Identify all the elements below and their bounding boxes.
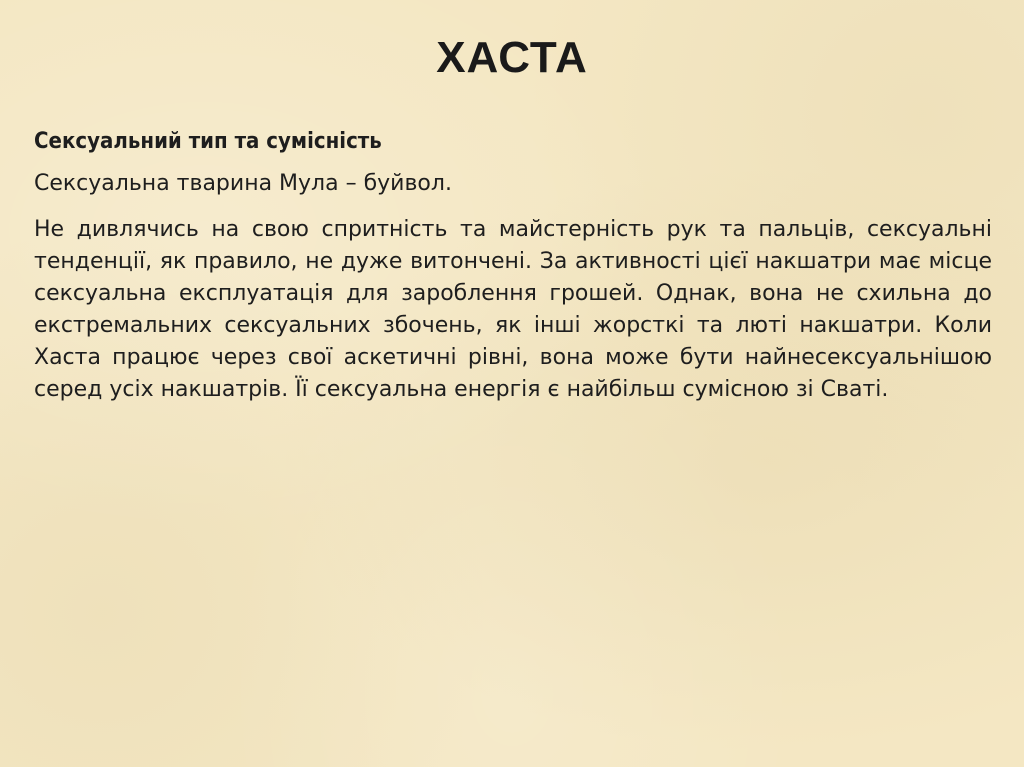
- slide-content: [34, 126, 992, 406]
- body-paragraph: Не дивлячись на свою спритність та майстерність рук та пальців, сексуальні тенденції, як правило, не дуже витончені. За активності цієї накшатри має місце сексуальна експлуатація для зароблення грошей. Однак, вона не схильна до екстремальних сексуальних збочень, як інші жорсткі та люті накшатри. Коли Хаста працює через свої аскетичні рівні, вона може бути найнесексуальнішою серед усіх накшатрів. Її сексуальна енергія є найбільш сумісною зі Сваті.: [34, 217, 992, 402]
- section-heading: Сексуальний тип та сумісність: [34, 129, 382, 154]
- intro-line: Сексуальна тварина Мула – буйвол.: [34, 171, 452, 196]
- slide-title: ХАСТА: [436, 33, 588, 82]
